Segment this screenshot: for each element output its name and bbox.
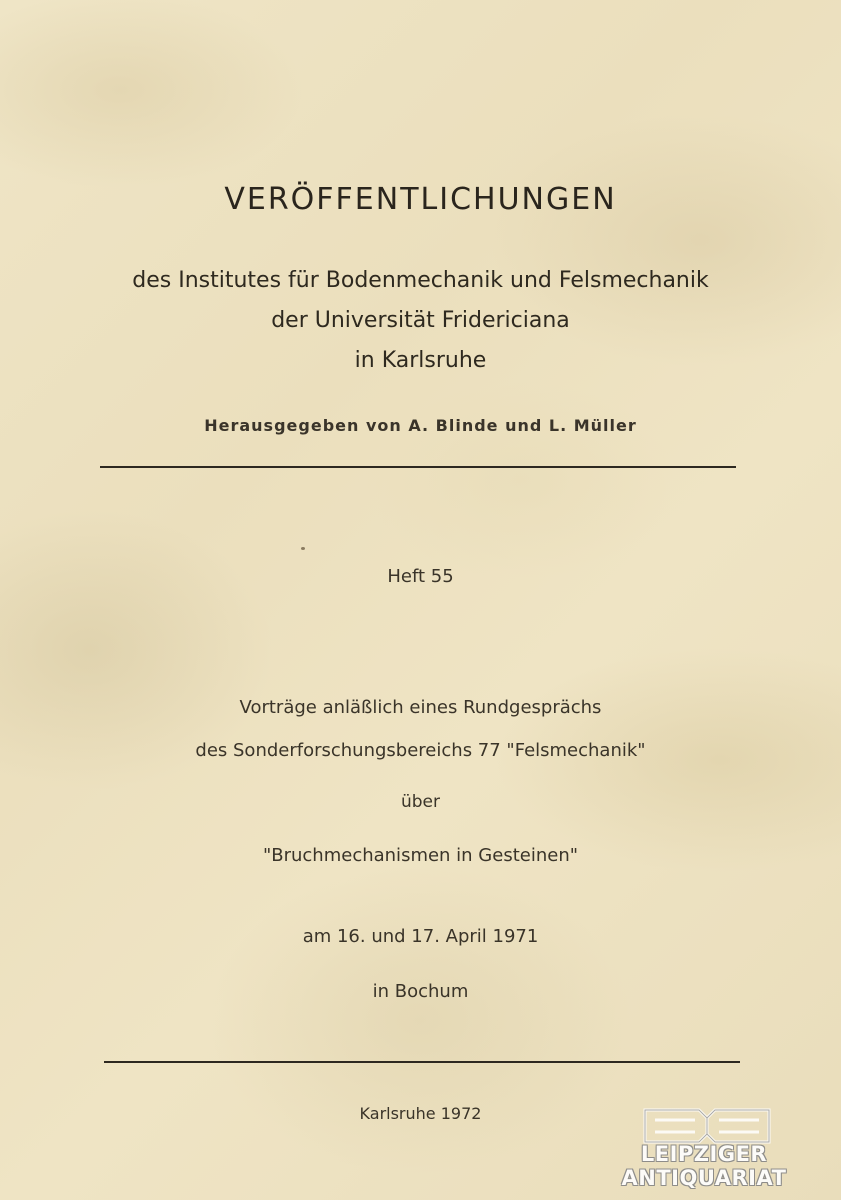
institute-line-2: der Universität Fridericiana — [271, 308, 570, 333]
event-location: in Bochum — [372, 981, 469, 1002]
subtitle-line-2: des Sonderforschungsbereichs 77 "Felsmechanik" — [195, 740, 646, 761]
bottom-divider — [104, 1061, 740, 1063]
editors-line: Herausgegeben von A. Blinde und L. Müller — [204, 416, 637, 435]
institute-line-3: in Karlsruhe — [354, 348, 487, 373]
top-divider — [100, 466, 736, 468]
series-title: VERÖFFENTLICHUNGEN — [224, 182, 617, 217]
watermark-text: LEIPZIGER ANTIQUARIAT — [621, 1142, 787, 1190]
topic-title: "Bruchmechanismen in Gesteinen" — [262, 845, 579, 866]
issue-number: Heft 55 — [387, 566, 454, 587]
event-date: am 16. und 17. April 1971 — [302, 926, 539, 947]
paper-speck — [301, 547, 305, 550]
subtitle-line-3: über — [400, 792, 440, 812]
publication-place-year: Karlsruhe 1972 — [359, 1104, 482, 1123]
institute-line-1: des Institutes für Bodenmechanik und Felsmechanik — [132, 268, 709, 293]
subtitle-line-1: Vorträge anläßlich eines Rundgesprächs — [239, 697, 602, 718]
watermark-stamp — [567, 1092, 841, 1200]
